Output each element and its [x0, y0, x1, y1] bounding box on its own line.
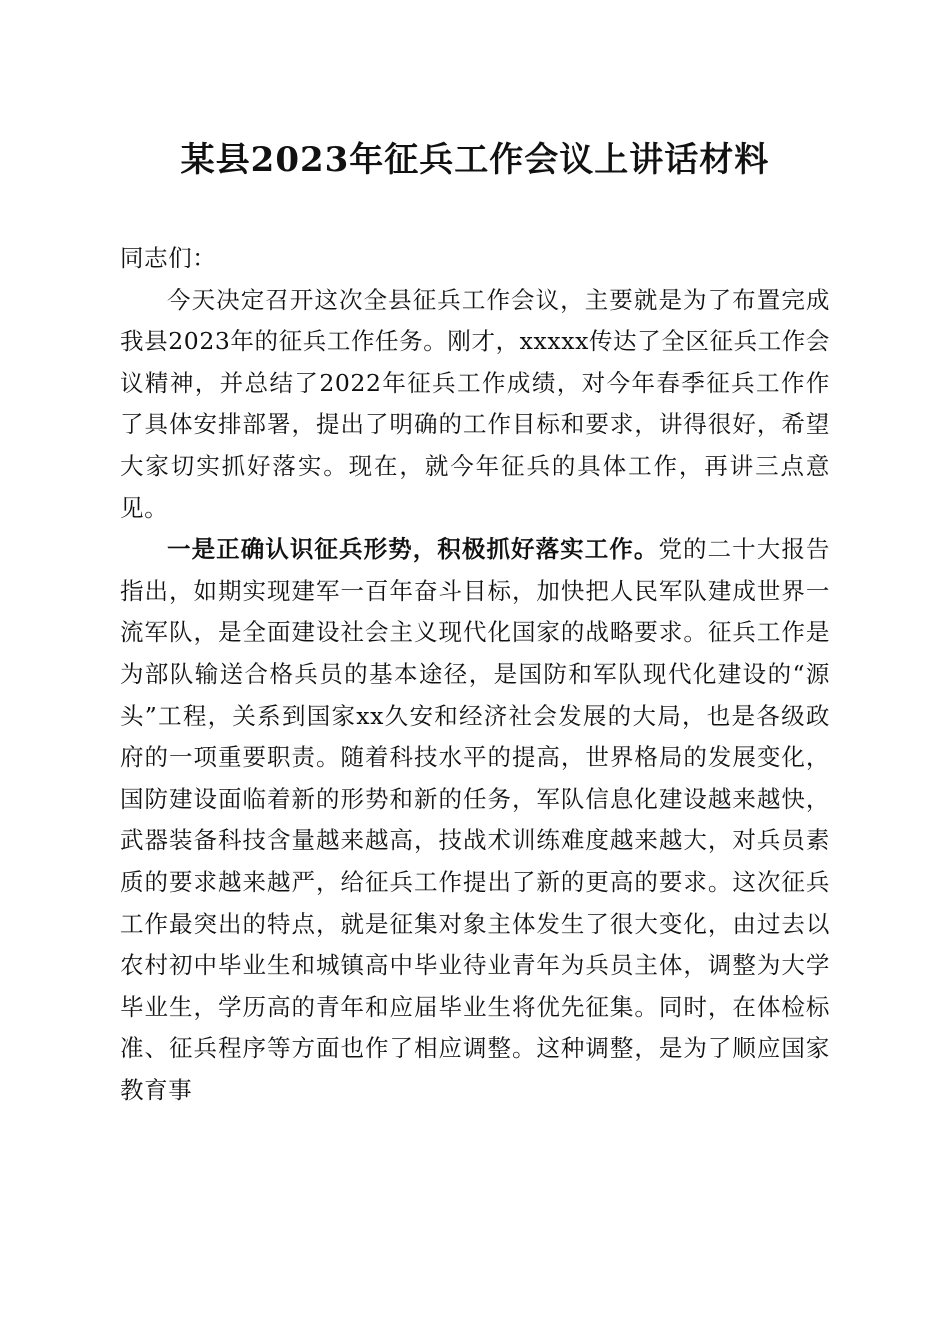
document-title: 某县2023年征兵工作会议上讲话材料 [180, 140, 770, 180]
document-body [120, 238, 830, 1111]
salutation: 同志们： [120, 244, 217, 272]
paragraph-point-one [120, 529, 830, 1111]
paragraph-point-one-lead: 一是正确认识征兵形势，积极抓好落实工作。 [167, 535, 659, 564]
paragraph-intro: 今天决定召开这次全县征兵工作会议，主要就是为了布置完成我县2023年的征兵工作任务。刚才，xxxxx传达了全区征兵工作会议精神，并总结了2022年征兵工作成绩，对今年春季征兵工作作了具体安排部署，提出了明确的工作目标和要求，讲得很好，希望大家切实抓好落实。现在，就今年征兵的具体工作，再讲三点意见。 [120, 285, 830, 522]
paragraph-point-one-body: 党的二十大报告指出，如期实现建军一百年奋斗目标，加快把人民军队建成世界一流军队，是全面建设社会主义现代化国家的战略要求。征兵工作是为部队输送合格兵员的基本途径，是国防和军队现代化建设的“源头”工程，关系到国家xx久安和经济社会发展的大局，也是各级政府的一项重要职责。随着科技水平的提高，世界格局的发展变化，国防建设面临着新的形势和新的任务，军队信息化建设越来越快，武器装备科技含量越来越高，技战术训练难度越来越大，对兵员素质的要求越来越严，给征兵工作提出了新的更高的要求。这次征兵工作最突出的特点，就是征集对象主体发生了很大变化，由过去以农村初中毕业生和城镇高中毕业待业青年为兵员主体，调整为大学毕业生，学历高的青年和应届毕业生将优先征集。同时，在体检标准、征兵程序等方面也作了相应调整。这种调整，是为了顺应国家教育事 [120, 535, 831, 1104]
